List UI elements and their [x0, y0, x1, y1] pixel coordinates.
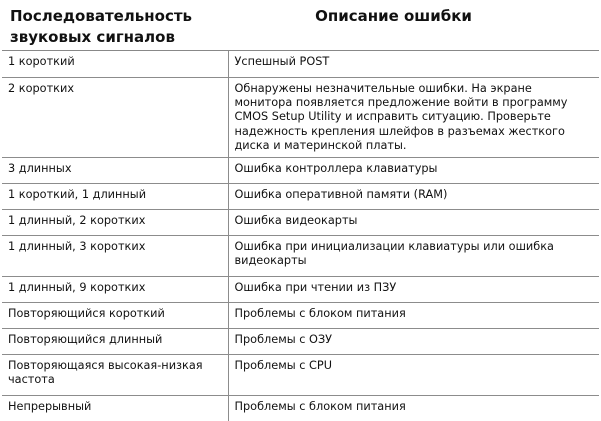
signal-cell: Непрерывный	[2, 396, 228, 421]
description-cell: Ошибка контроллера клавиатуры	[228, 158, 599, 184]
signal-cell: 3 длинных	[2, 158, 228, 184]
table-row	[2, 396, 599, 421]
beep-codes-table	[2, 2, 599, 421]
signal-cell: 1 короткий	[2, 51, 228, 78]
description-cell: Проблемы с блоком питания	[228, 303, 599, 329]
table-row	[2, 355, 599, 396]
description-cell: Проблемы с блоком питания	[228, 396, 599, 421]
signal-cell: Повторяющийся короткий	[2, 303, 228, 329]
signal-cell: 1 длинный, 2 коротких	[2, 210, 228, 236]
signal-cell: 2 коротких	[2, 78, 228, 158]
table-row	[2, 158, 599, 184]
table-row	[2, 277, 599, 303]
table-row	[2, 303, 599, 329]
table-header	[2, 2, 599, 51]
description-cell: Ошибка при чтении из ПЗУ	[228, 277, 599, 303]
header-description: Описание ошибки	[228, 2, 599, 51]
table-row	[2, 78, 599, 158]
description-cell: Успешный POST	[228, 51, 599, 78]
header-signals: Последовательность звуковых сигналов	[2, 2, 228, 51]
description-cell: Ошибка видеокарты	[228, 210, 599, 236]
description-cell: Проблемы с ОЗУ	[228, 329, 599, 355]
table-row	[2, 210, 599, 236]
header-row	[2, 2, 599, 51]
signal-cell: Повторяющаяся высокая-низкая частота	[2, 355, 228, 396]
signal-cell: 1 короткий, 1 длинный	[2, 184, 228, 210]
table-row	[2, 236, 599, 277]
signal-cell: 1 длинный, 9 коротких	[2, 277, 228, 303]
table-row	[2, 329, 599, 355]
signal-cell: 1 длинный, 3 коротких	[2, 236, 228, 277]
signal-cell: Повторяющийся длинный	[2, 329, 228, 355]
description-cell: Ошибка оперативной памяти (RAM)	[228, 184, 599, 210]
description-cell: Ошибка при инициализации клавиатуры или ошибка видеокарты	[228, 236, 599, 277]
description-cell: Проблемы с CPU	[228, 355, 599, 396]
table-row	[2, 51, 599, 78]
table-row	[2, 184, 599, 210]
description-cell: Обнаружены незначительные ошибки. На экране монитора появляется предложение войти в программу CMOS Setup Utility и исправить ситуацию. Проверьте надежность крепления шлейфов в разъемах жесткого диска и материнской платы.	[228, 78, 599, 158]
table-body	[2, 51, 599, 421]
